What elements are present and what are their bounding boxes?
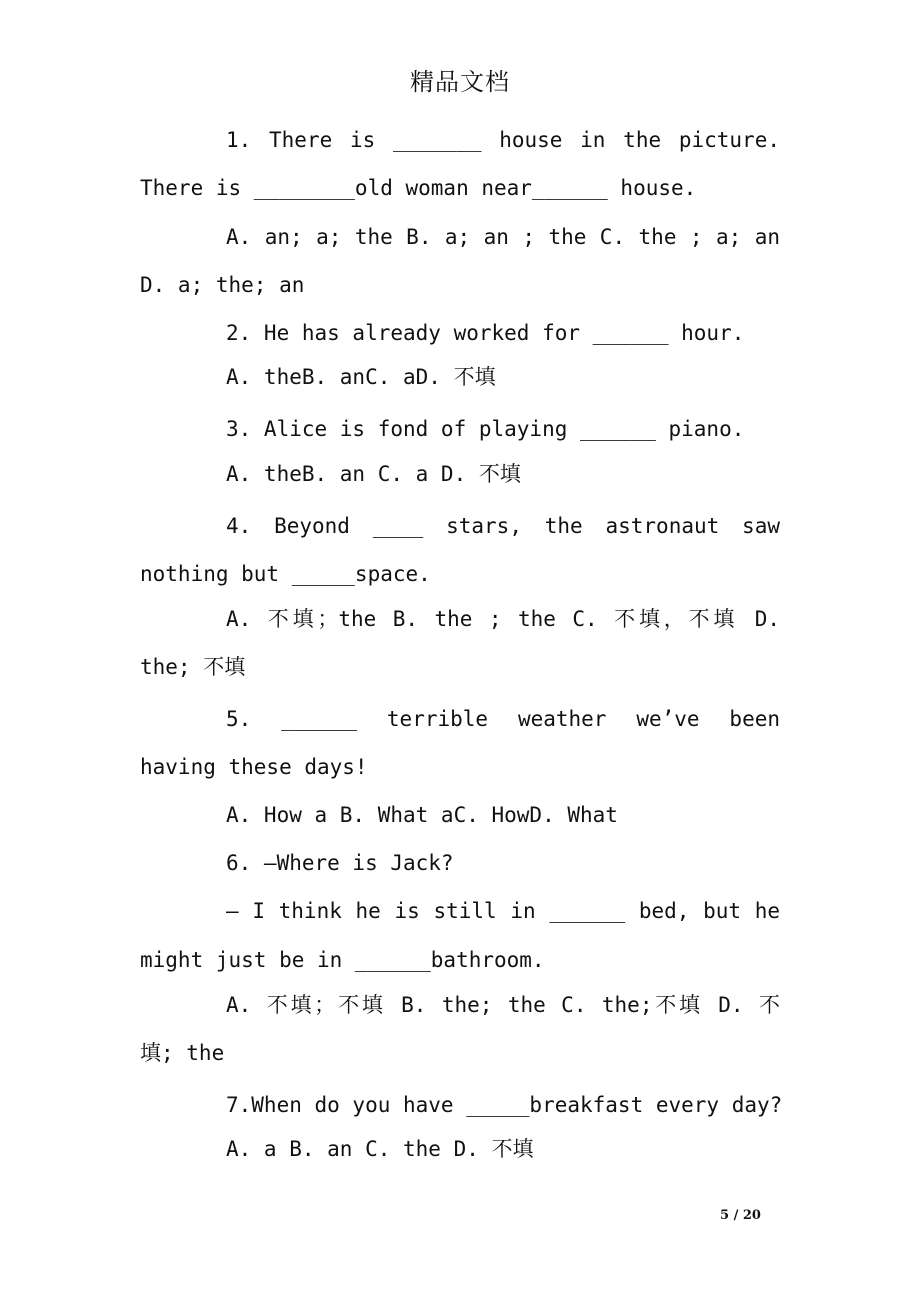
question-3-text: 3. Alice is fond of playing ______ piano. [226, 417, 745, 441]
question-3-options: A. theB. an C. a D. 不填 [226, 462, 521, 486]
page-number: 5 / 20 [720, 1208, 761, 1223]
question-5-options: A. How a B. What aC. HowD. What [226, 803, 618, 827]
question-1-options-line-2: D. a; the; an [140, 273, 305, 297]
question-5-text-line-1: 5. ______ terrible weather we’ve been [226, 707, 780, 731]
question-4-text-line-1: 4. Beyond ____ stars, the astronaut saw [226, 514, 780, 538]
question-6-text-line-3: might just be in ______bathroom. [140, 948, 545, 972]
question-6-text-line-2: — I think he is still in ______ bed, but he [226, 899, 780, 923]
question-6-options-line-1: A. 不填；不填 B. the; the C. the;不填 D. 不 [226, 993, 780, 1017]
question-7-options: A. a B. an C. the D. 不填 [226, 1137, 534, 1161]
question-6-options-line-2: 填; the [140, 1041, 225, 1065]
question-6-text-line-1: 6. —Where is Jack? [226, 851, 454, 875]
question-2-text: 2. He has already worked for ______ hour. [226, 321, 745, 345]
question-4-options-line-1: A. 不填；the B. the ; the C. 不填，不填 D. [226, 607, 780, 631]
question-1-options-line-1: A. an; a; the B. a; an ; the C. the ; a; an [226, 225, 780, 249]
question-5-text-line-2: having these days! [140, 755, 368, 779]
question-4-options-line-2: the; 不填 [140, 655, 246, 679]
question-1-text-line-1: 1. There is _______ house in the picture. [226, 128, 780, 152]
question-1-text-line-2: There is ________old woman near______ house. [140, 176, 697, 200]
question-7-text: 7.When do you have _____breakfast every day? [226, 1093, 783, 1117]
page-header-title: 精品文档 [410, 68, 510, 96]
question-2-options: A. theB. anC. aD. 不填 [226, 365, 496, 389]
question-4-text-line-2: nothing but _____space. [140, 562, 431, 586]
